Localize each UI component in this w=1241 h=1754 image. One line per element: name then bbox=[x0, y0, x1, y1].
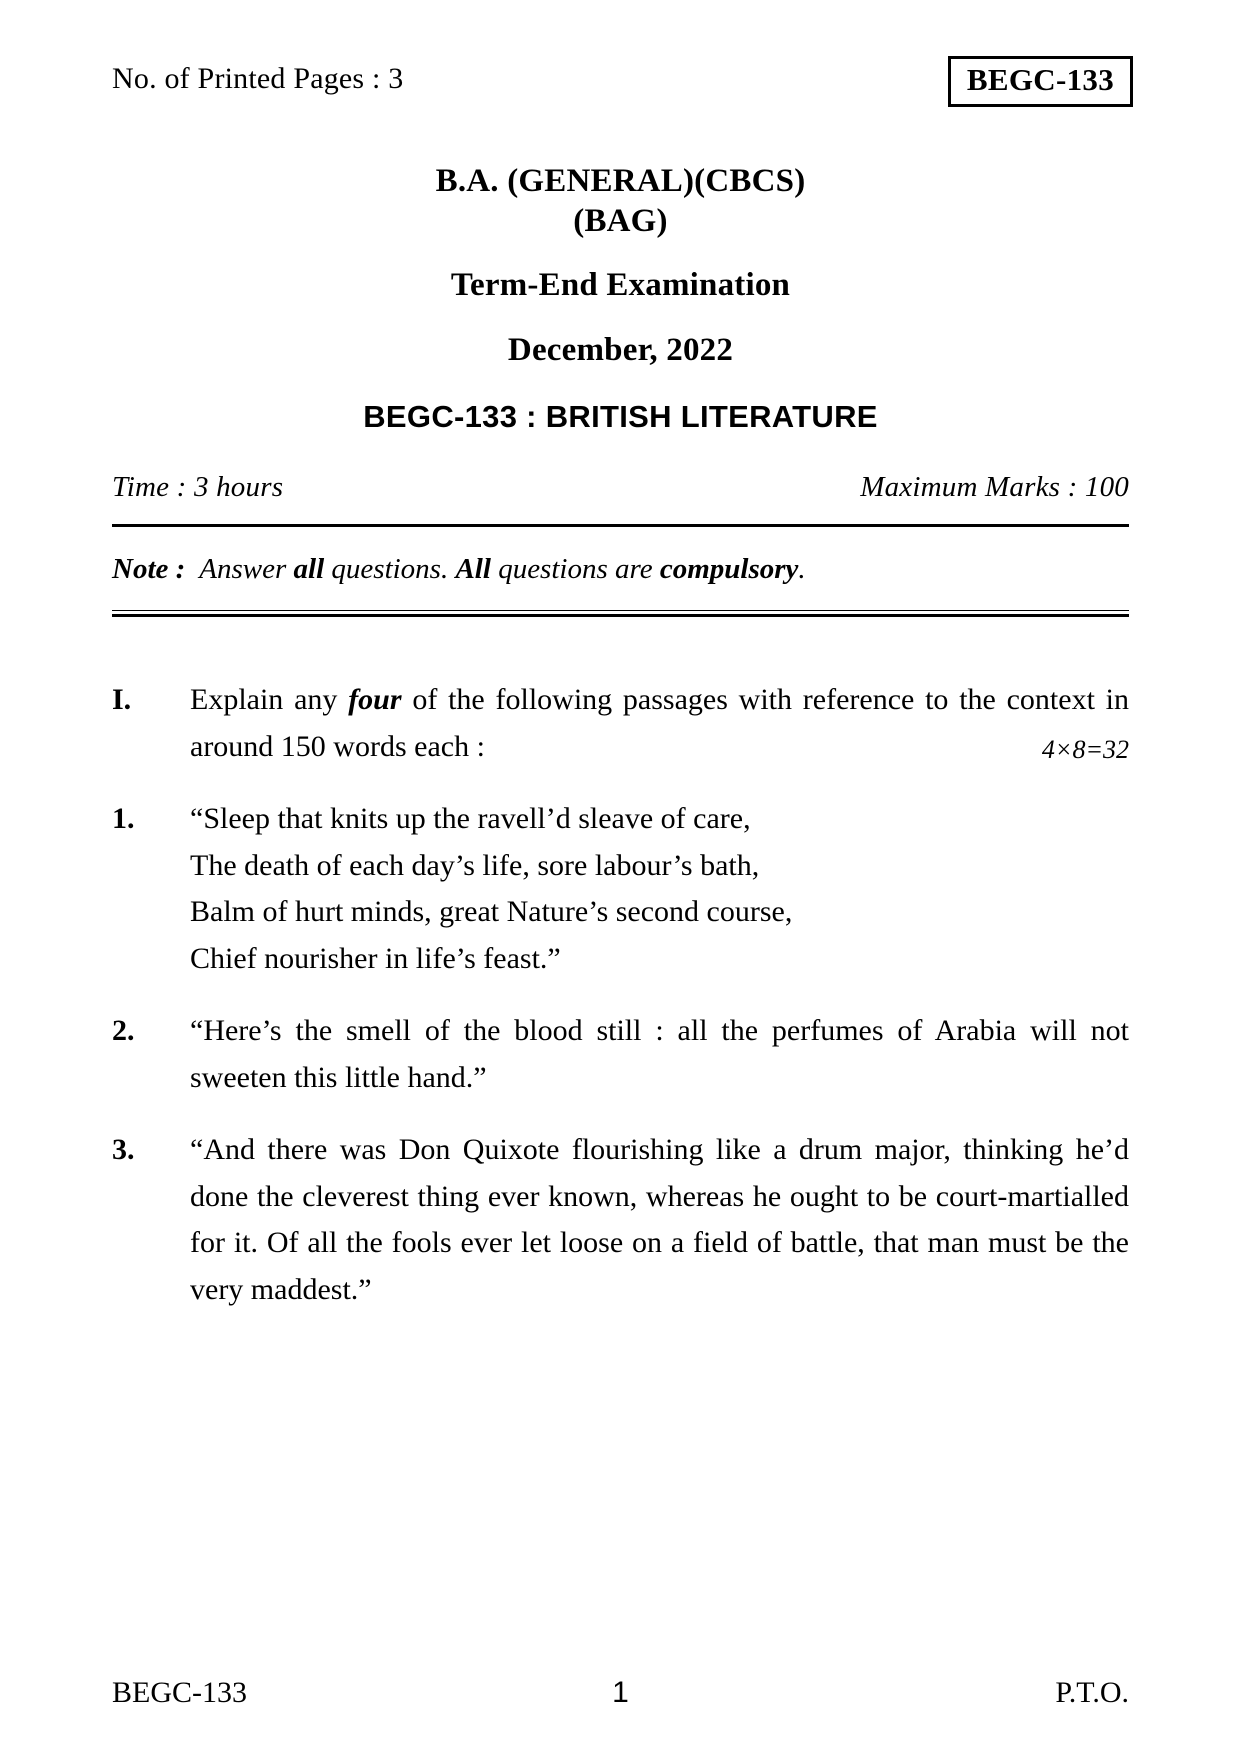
note-bottom-rule bbox=[112, 610, 1129, 617]
exam-time: Time : 3 hours bbox=[112, 470, 284, 503]
note-text-questions-are: questions are bbox=[498, 552, 653, 585]
passage-verse-line: The death of each day’s life, sore labour’s bath, bbox=[190, 848, 760, 882]
course-code-box: BEGC-133 bbox=[948, 56, 1133, 107]
questions-section bbox=[112, 677, 1129, 1313]
note-bottom-rule-thin bbox=[112, 610, 1129, 611]
section-one-emphasis-four: four bbox=[348, 683, 402, 717]
programme-title: B.A. (GENERAL)(CBCS) bbox=[435, 163, 806, 199]
note-text-questions: questions. bbox=[331, 552, 449, 585]
course-title: BEGC-133 : BRITISH LITERATURE bbox=[363, 398, 878, 434]
passage-item bbox=[112, 796, 1129, 982]
note-text bbox=[199, 547, 1129, 591]
note-emphasis-all-lower: all bbox=[293, 552, 325, 585]
passage-number: 2. bbox=[112, 1014, 135, 1048]
note-emphasis-compulsory: compulsory bbox=[659, 552, 799, 585]
passage-number: 1. bbox=[112, 802, 135, 836]
note-text-answer: Answer bbox=[199, 552, 287, 585]
passage-verse-line: “Sleep that knits up the ravell’d sleave of care, bbox=[190, 802, 751, 836]
section-one-text-pre: Explain any bbox=[190, 683, 338, 717]
note-emphasis-all-upper: All bbox=[455, 552, 491, 585]
passage-verse-line: Chief nourisher in life’s feast.” bbox=[190, 941, 561, 975]
passage-text: “And there was Don Quixote flourishing like a drum major, thinking he’d done the cleverest thing ever known, whereas he ought to be court-martialled for it. Of all the fools ever let loose on a field of battle, that man must be the very maddest.” bbox=[190, 1133, 1129, 1306]
programme-code: (BAG) bbox=[573, 203, 668, 240]
passage-number: 3. bbox=[112, 1133, 135, 1167]
note-block bbox=[112, 547, 1129, 591]
section-one-text bbox=[190, 677, 1129, 770]
note-bottom-rule-thick bbox=[112, 614, 1129, 617]
note-top-rule bbox=[112, 524, 1129, 527]
exam-session: December, 2022 bbox=[507, 331, 734, 368]
passage-text bbox=[190, 796, 1129, 982]
page-header bbox=[112, 56, 1129, 118]
passage-item bbox=[112, 1008, 1129, 1101]
title-block bbox=[112, 160, 1129, 435]
section-one-text-post: of the following passages with reference to the context in around 150 words each : bbox=[190, 683, 1130, 763]
page-footer bbox=[112, 1676, 1129, 1710]
passage-text: “Here’s the smell of the blood still : all the perfumes of Arabia will not sweeten this little hand.” bbox=[190, 1014, 1129, 1094]
footer-pto: P.T.O. bbox=[1055, 1676, 1129, 1709]
passage-item bbox=[112, 1127, 1129, 1313]
note-label: Note : bbox=[112, 552, 186, 585]
footer-page-number: 1 bbox=[612, 1676, 629, 1709]
section-one-marks: 4×8=32 bbox=[1041, 735, 1129, 765]
exam-info-row bbox=[112, 471, 1129, 504]
passage-verse-line: Balm of hurt minds, great Nature’s second course, bbox=[190, 895, 793, 929]
section-one-number: I. bbox=[112, 683, 132, 717]
exam-type: Term-End Examination bbox=[450, 267, 791, 304]
exam-maximum-marks: Maximum Marks : 100 bbox=[860, 470, 1129, 503]
footer-course-code: BEGC-133 bbox=[112, 1676, 247, 1709]
note-period: . bbox=[798, 552, 806, 585]
section-one-instruction bbox=[112, 677, 1129, 770]
printed-pages-label: No. of Printed Pages : 3 bbox=[112, 62, 404, 95]
